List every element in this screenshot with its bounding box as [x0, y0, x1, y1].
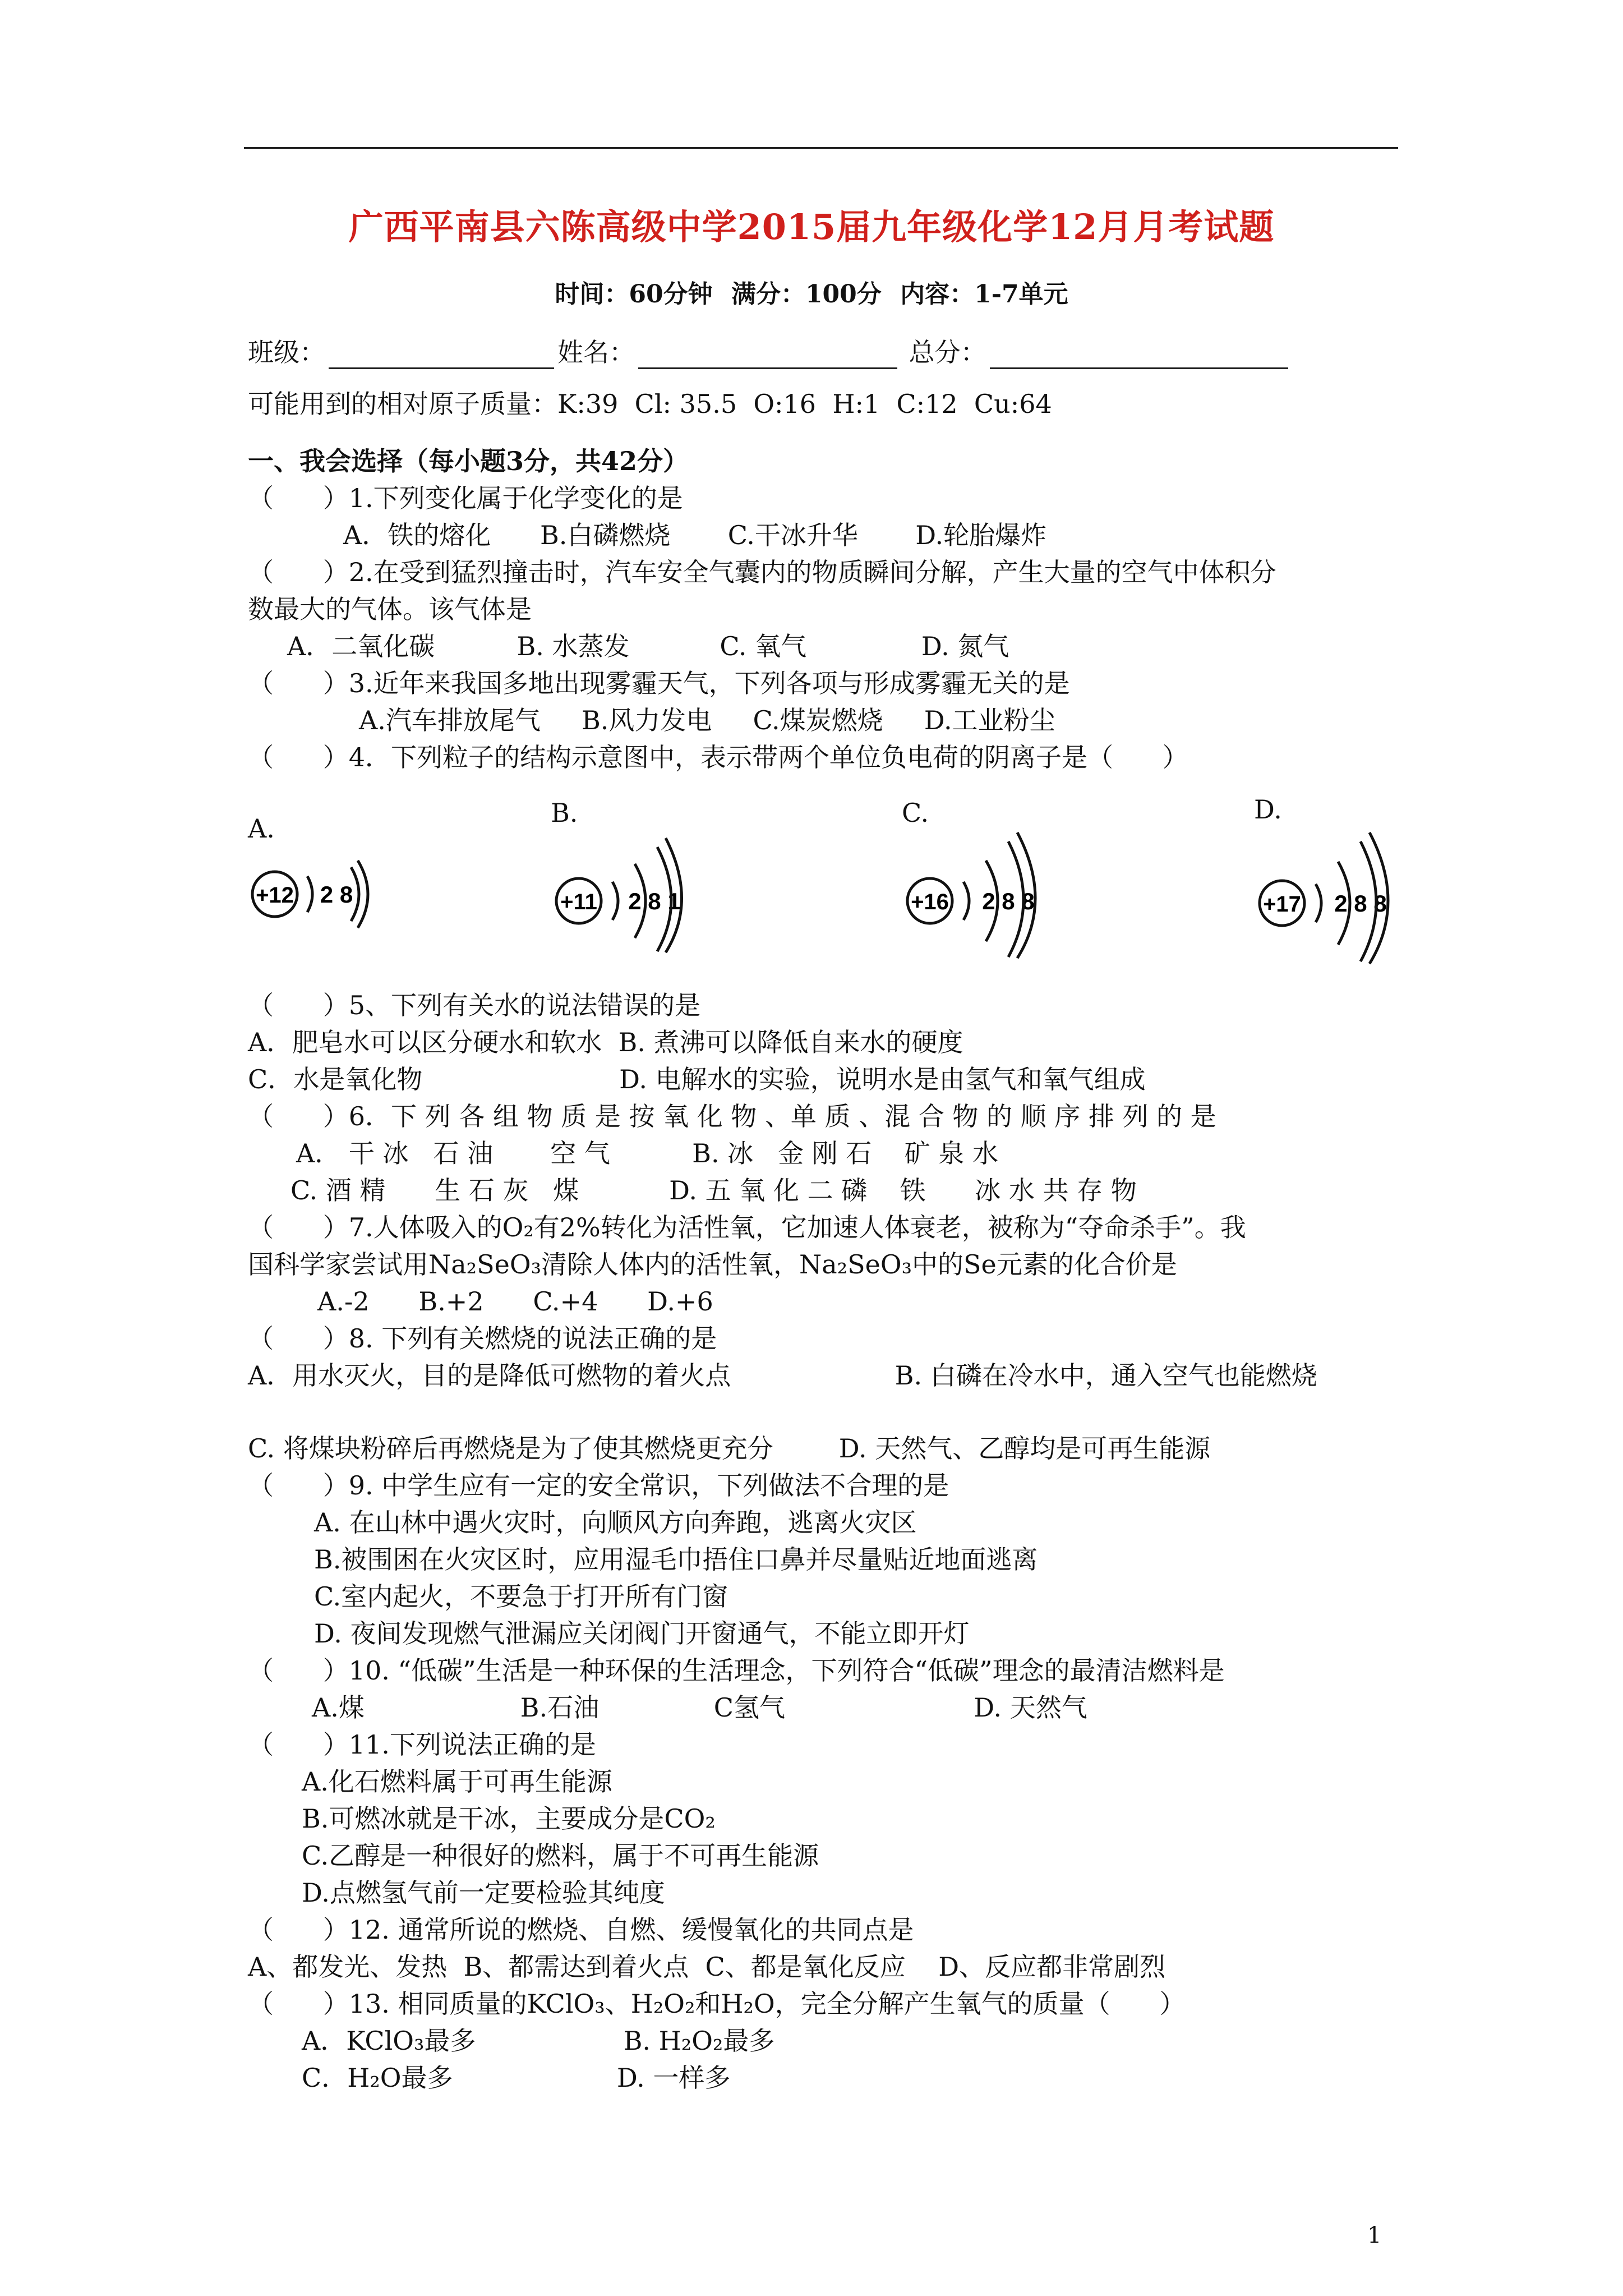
exam-title: 广西平南县六陈高级中学2015届九年级化学12月月考试题: [348, 206, 1275, 247]
question-6-options-ab: A． 干 冰 石 油 空 气 B. 冰 金 刚 石 矿 泉 水: [296, 1138, 999, 1168]
exam-subtitle: 时间：60分钟 满分：100分 内容：1-7单元: [555, 280, 1068, 309]
question-11-option-d: D.点燃氢气前一定要检验其纯度: [302, 1878, 665, 1908]
question-1: （ ）1.下列变化属于化学变化的是: [248, 483, 683, 513]
question-9-option-d: D. 夜间发现燃气泄漏应关闭阀门开窗通气，不能立即开灯: [314, 1618, 970, 1649]
question-1-options: A．铁的熔化 B.白磷燃烧 C.干冰升华 D.轮胎爆炸: [343, 520, 1047, 550]
page-number: 1: [1367, 2223, 1382, 2248]
diagram-c-label: C.: [902, 798, 929, 828]
class-field[interactable]: [329, 343, 554, 369]
question-6: （ ）6．下 列 各 组 物 质 是 按 氧 化 物 、单 质 、混 合 物 的 顺 序 排 列 的 是: [248, 1101, 1216, 1131]
question-12-options: A、都发光、发热 B、都需达到着火点 C、都是氧化反应 D、反应都非常剧烈: [248, 1952, 1166, 1982]
class-label: 班级：: [248, 337, 325, 367]
question-10: （ ）10. “低碳”生活是一种环保的生活理念，下列符合“低碳”理念的最清洁燃料是: [248, 1655, 1225, 1686]
atom-diagram-b: [551, 830, 708, 954]
question-8-options-ab: A．用水灭火，目的是降低可燃物的着火点 B. 白磷在冷水中，通入空气也能燃烧: [248, 1360, 1317, 1391]
question-5-options-ab: A．肥皂水可以区分硬水和软水 B. 煮沸可以降低自来水的硬度: [248, 1027, 963, 1057]
atomic-masses: 可能用到的相对原子质量：K:39 Cl: 35.5 O:16 H:1 C:12 Cu:64: [248, 389, 1052, 419]
question-9-option-a: A. 在山林中遇火灾时，向顺风方向奔跑，逃离火灾区: [314, 1507, 917, 1538]
question-3-options: A.汽车排放尾气 B.风力发电 C.煤炭燃烧 D.工业粉尘: [359, 705, 1055, 735]
diagram-a-label: A.: [248, 813, 275, 844]
question-13-options-cd: C．H₂O最多 D. 一样多: [302, 2063, 731, 2093]
student-info-row: [248, 335, 1292, 369]
name-field[interactable]: [638, 343, 897, 369]
question-2-options: A．二氧化碳 B. 水蒸发 C. 氧气 D. 氮气: [287, 631, 1009, 661]
question-13-options-ab: A．KClO₃最多 B. H₂O₂最多: [302, 2026, 775, 2056]
question-2-cont: 数最大的气体。该气体是: [248, 594, 532, 624]
question-9-option-c: C.室内起火，不要急于打开所有门窗: [314, 1581, 728, 1612]
score-label: 总分：: [909, 337, 986, 367]
question-8: （ ）8. 下列有关燃烧的说法正确的是: [248, 1323, 717, 1354]
question-8-options-cd: C. 将煤块粉碎后再燃烧是为了使其燃烧更充分 D. 天然气、乙醇均是可再生能源: [248, 1433, 1211, 1464]
diagram-a-shells: 2 8: [320, 881, 353, 908]
question-13: （ ）13. 相同质量的KClO₃、H₂O₂和H₂O，完全分解产生氧气的质量（ ）: [248, 1989, 1186, 2019]
question-11-option-b: B.可燃冰就是干冰，主要成分是CO₂: [302, 1803, 716, 1834]
question-7-options: A.-2 B.+2 C.+4 D.+6: [317, 1286, 713, 1317]
diagram-b-shells: 2 8 1: [628, 888, 681, 914]
top-rule: [244, 147, 1398, 149]
diagram-d-label: D.: [1254, 794, 1282, 825]
diagram-a-nucleus: +12: [256, 883, 294, 908]
question-5: （ ）5、下列有关水的说法错误的是: [248, 990, 700, 1020]
atom-diagram-a: [248, 847, 377, 942]
diagram-c-nucleus: +16: [911, 890, 949, 914]
question-11-option-a: A.化石燃料属于可再生能源: [302, 1766, 612, 1797]
question-12: （ ）12. 通常所说的燃烧、自燃、缓慢氧化的共同点是: [248, 1915, 914, 1945]
diagram-d-shells: 2 8 8: [1334, 890, 1387, 917]
name-label: 姓名：: [557, 337, 635, 367]
question-4: （ ）4．下列粒子的结构示意图中，表示带两个单位负电荷的阴离子是（ ）: [248, 742, 1188, 772]
question-7: （ ）7.人体吸入的O₂有2%转化为活性氧，它加速人体衰老，被称为“夺命杀手”。我: [248, 1212, 1246, 1243]
question-11: （ ）11.下列说法正确的是: [248, 1729, 596, 1760]
diagram-b-label: B.: [551, 798, 578, 828]
diagram-d-nucleus: +17: [1263, 892, 1301, 917]
question-9-option-b: B.被围困在火灾区时，应用湿毛巾捂住口鼻并尽量贴近地面逃离: [314, 1544, 1038, 1575]
question-6-options-cd: C. 酒 精 生 石 灰 煤 D. 五 氧 化 二 磷 铁 冰 水 共 存 物: [291, 1175, 1137, 1205]
question-5-options-cd: C．水是氧化物 D. 电解水的实验，说明水是由氢气和氧气组成: [248, 1064, 1146, 1094]
question-2: （ ）2.在受到猛烈撞击时，汽车安全气囊内的物质瞬间分解，产生大量的空气中体积分: [248, 557, 1276, 587]
question-3: （ ）3.近年来我国多地出现雾霾天气，下列各项与形成雾霾无关的是: [248, 668, 1070, 698]
atom-diagram-d: [1254, 825, 1422, 965]
atom-diagrams: [248, 794, 1403, 987]
question-7-cont: 国科学家尝试用Na₂SeO₃清除人体内的活性氧，Na₂SeO₃中的Se元素的化合价是: [248, 1249, 1177, 1280]
question-9: （ ）9. 中学生应有一定的安全常识，下列做法不合理的是: [248, 1470, 949, 1501]
diagram-b-nucleus: +11: [560, 890, 597, 914]
atom-diagram-c: [902, 825, 1070, 959]
score-field[interactable]: [990, 343, 1288, 369]
question-11-option-c: C.乙醇是一种很好的燃料，属于不可再生能源: [302, 1841, 819, 1871]
section1-title: 一、我会选择（每小题3分，共42分）: [248, 446, 689, 476]
question-10-options: A.煤 B.石油 C氢气 D. 天然气: [312, 1692, 1087, 1723]
diagram-c-shells: 2 8 8: [982, 888, 1035, 914]
